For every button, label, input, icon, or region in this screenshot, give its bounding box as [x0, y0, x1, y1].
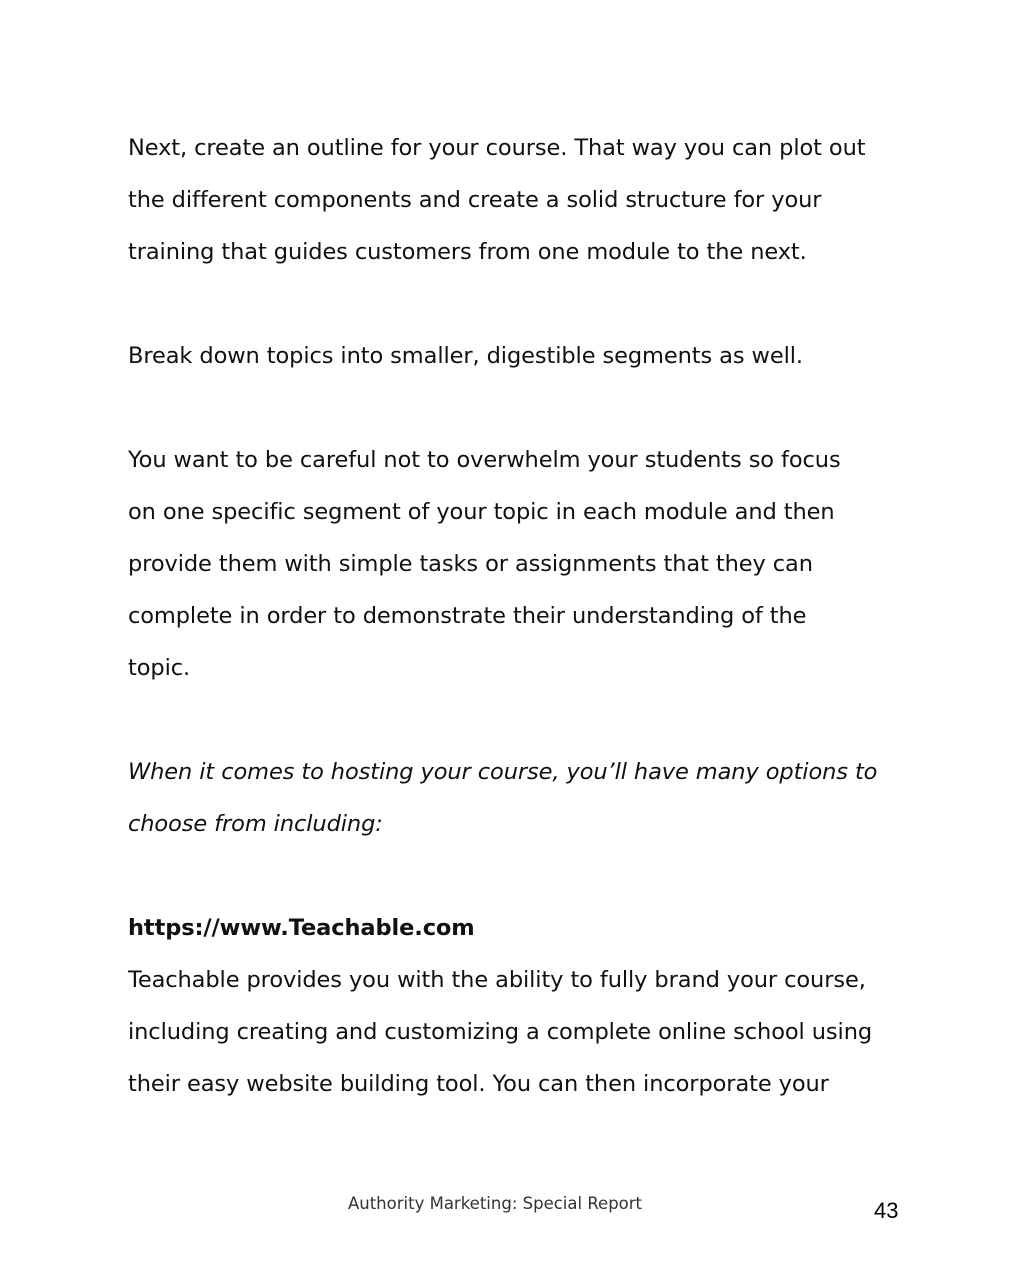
paragraph-break-down: [128, 330, 918, 382]
text-line: on one specific segment of your topic in each module and then: [128, 499, 835, 525]
text-line: their easy website building tool. You can then incorporate your: [128, 1071, 829, 1097]
paragraph-teachable: [128, 954, 918, 1110]
text-line: You want to be careful not to overwhelm your students so focus: [128, 447, 841, 473]
text-line: choose from including:: [128, 811, 383, 837]
text-line: the different components and create a solid structure for your: [128, 187, 822, 213]
paragraph-outline: [128, 122, 918, 278]
paragraph-careful: [128, 434, 918, 694]
text-line: When it comes to hosting your course, you’ll have many options to: [128, 759, 878, 785]
text-line: complete in order to demonstrate their understanding of the: [128, 603, 807, 629]
text-line: Next, create an outline for your course. That way you can plot out: [128, 135, 866, 161]
text-line: topic.: [128, 655, 191, 681]
text-line: training that guides customers from one module to the next.: [128, 239, 807, 265]
page-number: 43: [874, 1198, 899, 1223]
page-body: [128, 122, 918, 1110]
paragraph-hosting-options: [128, 746, 918, 850]
teachable-heading: [128, 902, 918, 954]
text-line: including creating and customizing a complete online school using: [128, 1019, 873, 1045]
footer-title: Authority Marketing: Special Report: [347, 1194, 643, 1213]
text-line: Teachable provides you with the ability to fully brand your course,: [128, 967, 866, 993]
text-line: provide them with simple tasks or assignments that they can: [128, 551, 813, 577]
text-line: https://www.Teachable.com: [128, 915, 475, 941]
text-line: Break down topics into smaller, digestible segments as well.: [128, 343, 803, 369]
